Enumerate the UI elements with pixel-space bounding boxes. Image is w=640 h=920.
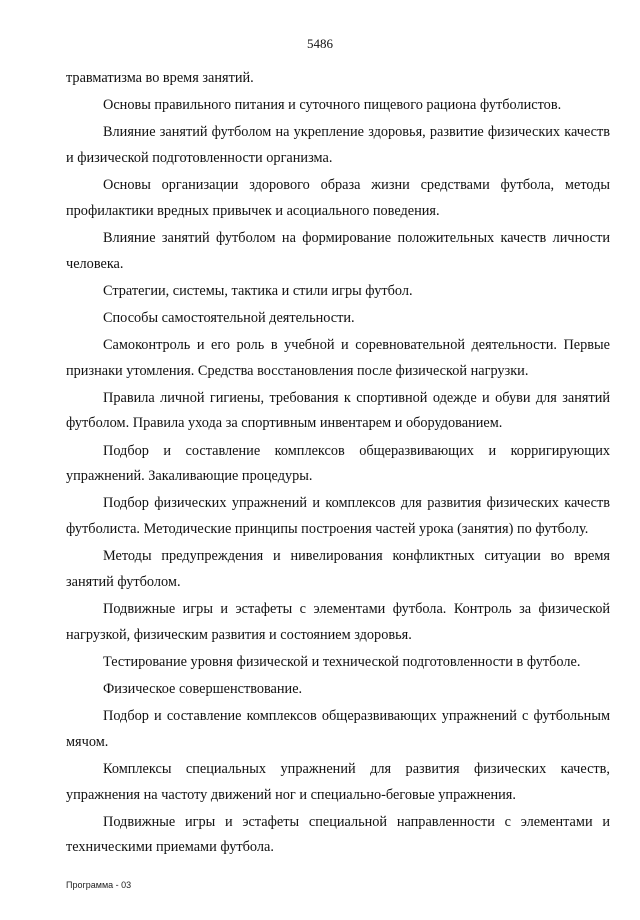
paragraph: Основы правильного питания и суточного пищевого рациона футболистов. [103,97,562,114]
paragraph: Комплексы специальных упражнений для развития физических качеств, упражнения на частоту движений ног и специально-беговые упражнения. [66,760,610,803]
paragraph: Тестирование уровня физической и технической подготовленности в футболе. [103,653,581,670]
paragraph: Подбор и составление комплексов общеразвивающих упражнений с футбольным мячом. [66,708,610,750]
paragraph: Стратегии, системы, тактика и стили игры футбол. [103,282,413,299]
paragraph: Подбор физических упражнений и комплексов для развития физических качеств футболиста. Методические принципы построения частей урока (занятия) по футболу. [66,495,610,538]
paragraph: Влияние занятий футболом на укрепление здоровья, развитие физических качеств и физической подготовленности организма. [66,124,610,166]
paragraph: Подвижные игры и эстафеты с элементами футбола. Контроль за физической нагрузкой, физическим развития и состоянием здоровья. [66,601,610,643]
paragraph: Самоконтроль и его роль в учебной и соревновательной деятельности. Первые признаки утомления. Средства восстановления после физической нагрузки. [66,337,610,379]
paragraph: Основы организации здорового образа жизни средствами футбола, методы профилактики вредных привычек и асоциального поведения. [66,177,610,219]
page-number: 5486 [307,36,333,51]
paragraph: Правила личной гигиены, требования к спортивной одежде и обуви для занятий футболом. Правила ухода за спортивным инвентарем и оборудованием. [66,389,610,432]
page-footer: Программа - 03 [66,880,132,890]
paragraph: Подвижные игры и эстафеты специальной направленности с элементами и техническими приемами футбола. [66,813,610,856]
paragraph: Влияние занятий футболом на формирование положительных качеств личности человека. [66,229,610,272]
paragraph: Физическое совершенствование. [103,680,303,697]
paragraph-continuation: травматизма во время занятий. [66,70,254,86]
body-text [66,66,610,861]
paragraph: Подбор и составление комплексов общеразвивающих и корригирующих упражнений. Закаливающие процедуры. [66,442,610,485]
paragraph: Способы самостоятельной деятельности. [103,309,355,326]
paragraph: Методы предупреждения и нивелирования конфликтных ситуации во время занятий футболом. [66,548,610,590]
